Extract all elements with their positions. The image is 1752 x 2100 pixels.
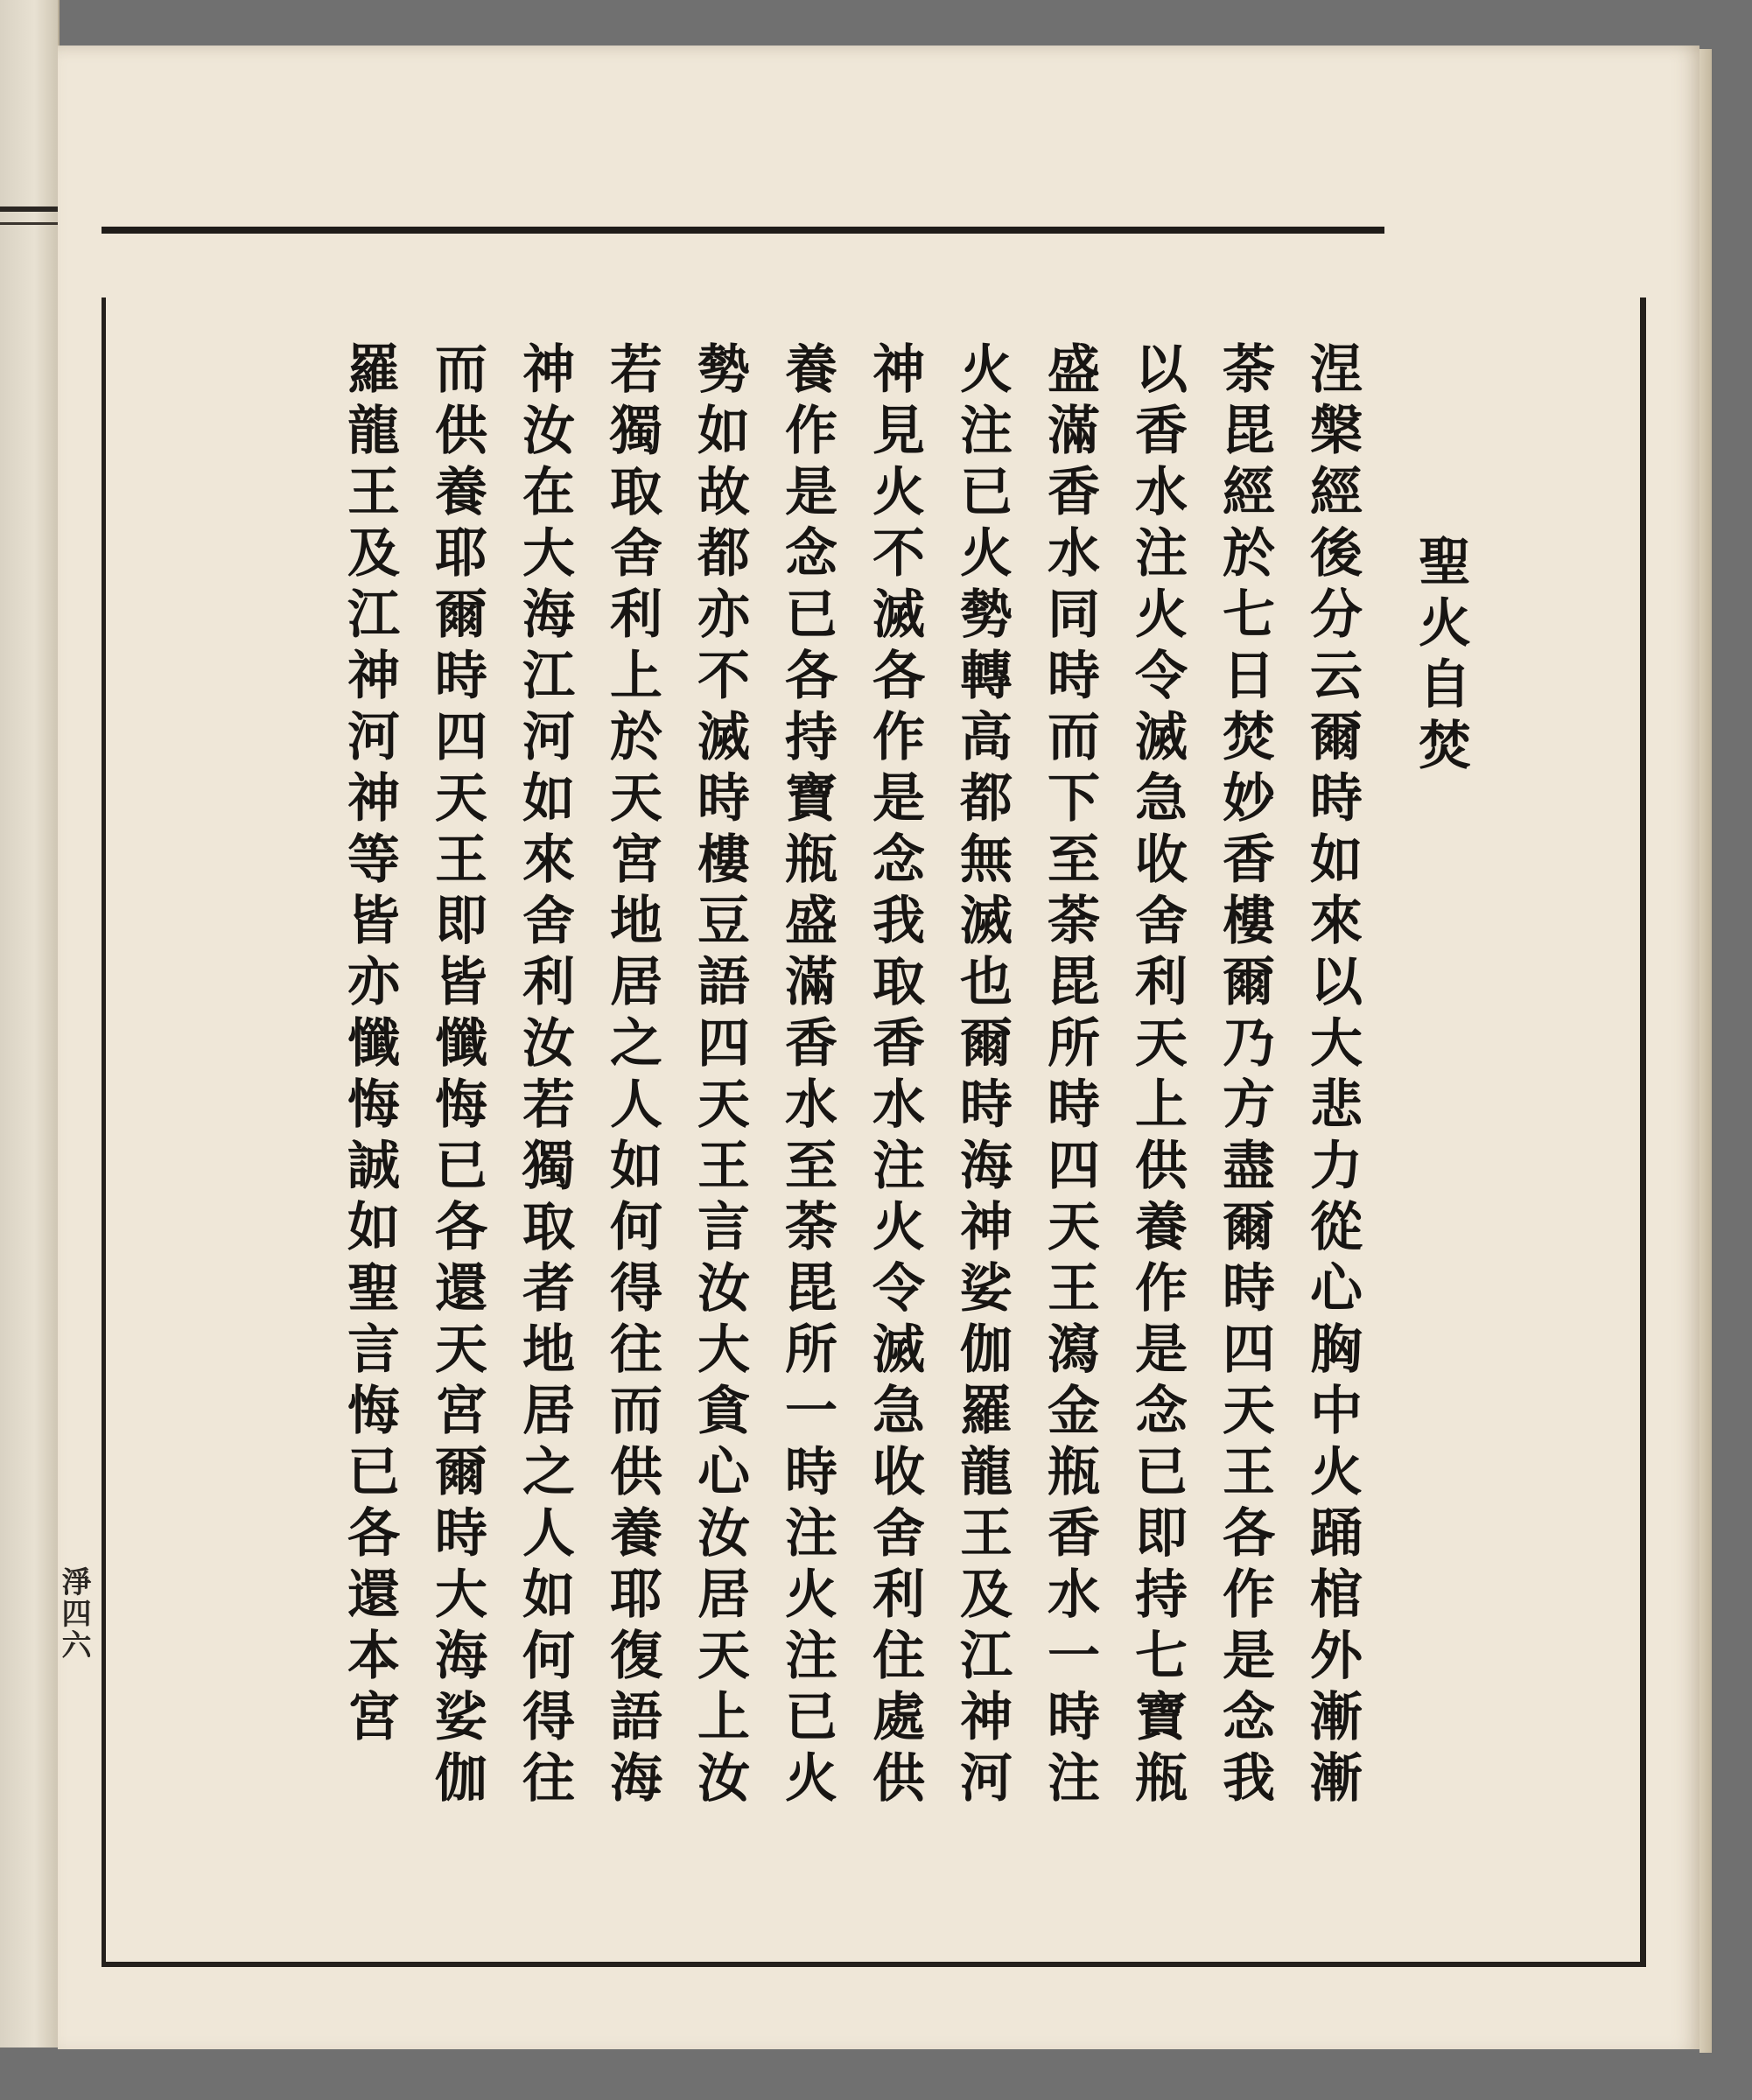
previous-page-rule bbox=[0, 206, 58, 212]
text-column-11: 而供養耶爾時四天王即皆懺悔已各還天宮爾時大海娑伽 bbox=[426, 341, 487, 1811]
text-column-10: 神汝在大海江河如來舍利汝若獨取者地居之人如何得往 bbox=[514, 341, 575, 1811]
top-rule bbox=[102, 227, 1384, 234]
previous-page-rule-thin bbox=[0, 222, 58, 225]
text-column-2: 荼毘經於七日焚妙香樓爾乃方盡爾時四天王各作是念我 bbox=[1214, 341, 1275, 1811]
text-column-8: 勢如故都亦不滅時樓豆語四天王言汝大貪心汝居天上汝 bbox=[689, 341, 750, 1811]
text-column-7: 養作是念已各持寶瓶盛滿香水至荼毘所一時注火注已火 bbox=[776, 341, 837, 1811]
text-columns bbox=[289, 341, 1470, 1829]
page-edge bbox=[1699, 49, 1712, 2053]
text-column-3: 以香水注火令滅急收舍利天上供養作是念已即持七寶瓶 bbox=[1126, 341, 1188, 1811]
text-column-5: 火注已火勢轉高都無滅也爾時海神娑伽羅龍王及江神河 bbox=[951, 341, 1013, 1811]
previous-page-edge bbox=[0, 0, 60, 2048]
page-number: 淨四六 bbox=[56, 1566, 91, 1661]
text-column-4: 盛滿香水同時而下至荼毘所時四天王瀉金瓶香水一時注 bbox=[1039, 341, 1100, 1811]
section-title: 聖火自焚 bbox=[1410, 534, 1471, 779]
text-column-6: 神見火不滅各作是念我取香水注火令滅急收舍利住處供 bbox=[864, 341, 925, 1811]
text-column-1: 涅槃經後分云爾時如來以大悲力從心胸中火踊棺外漸漸 bbox=[1301, 341, 1363, 1811]
text-column-9: 若獨取舍利上於天宮地居之人如何得往而供養耶復語海 bbox=[601, 341, 662, 1811]
text-column-12: 羅龍王及江神河神等皆亦懺悔誠如聖言悔已各還本宮 bbox=[339, 341, 400, 1750]
